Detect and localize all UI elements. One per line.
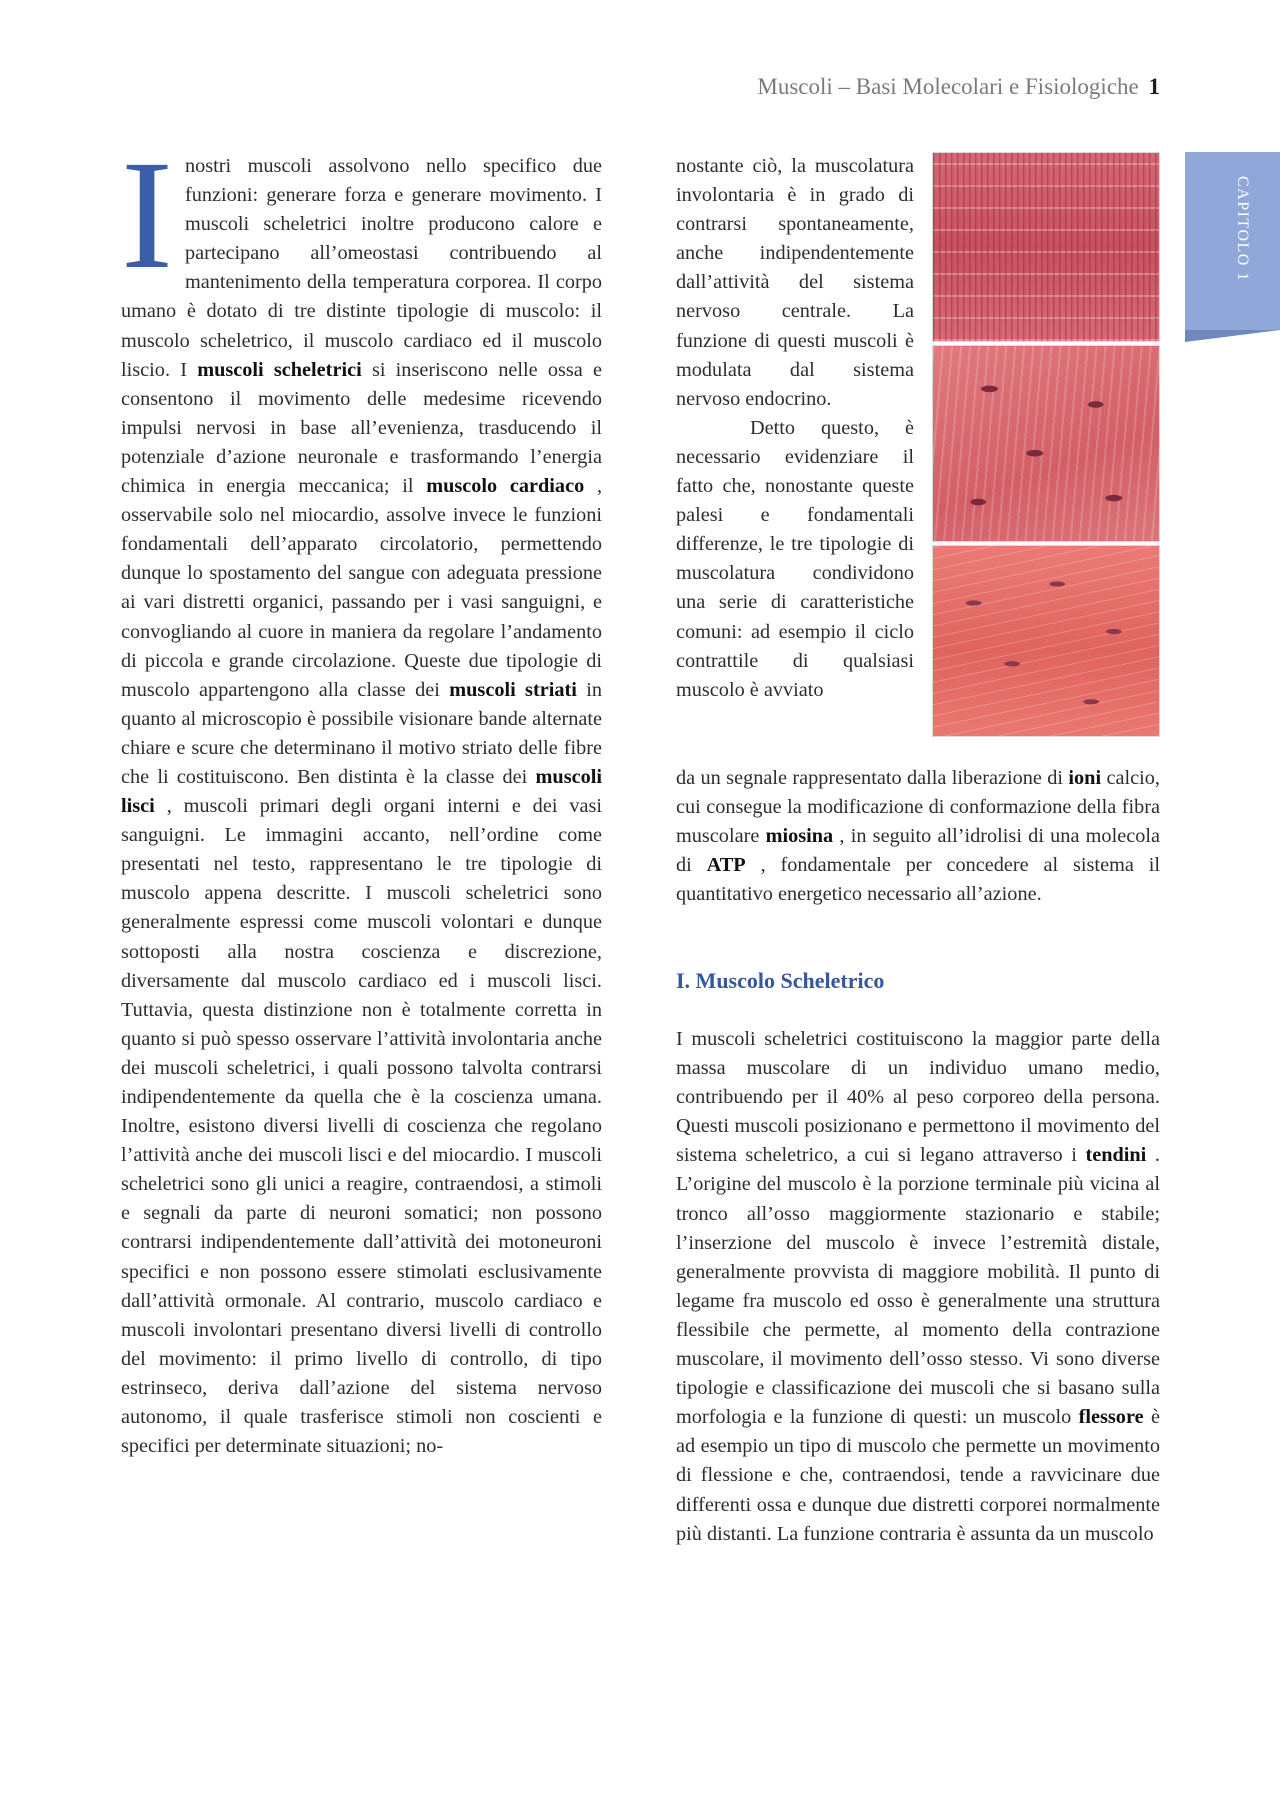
paragraph: Detto questo, è necessario evidenziare il fatto che, nonostante queste palesi e fondamentali differenze, le tre tipologie di muscolatura condividono una serie di caratteristiche comuni: ad esempio il ciclo contrattile di qualsiasi muscolo è avviato	[676, 416, 914, 701]
text-run: nostri muscoli assolvono nello specifico due funzioni: generare forza e generare movimento. I muscoli scheletrici inoltre producono calore e partecipano all’omeostasi contribuendo al mantenimento della temperatura corporea. Il corpo umano è dotato di tre distinte tipologie di muscolo: il muscolo scheletrico, il muscolo cardiaco ed il muscolo liscio. I	[121, 155, 602, 381]
text-run: , in seguito all’idrolisi di una molecola di	[676, 825, 1160, 877]
text-run: calcio, cui consegue la modificazione di conformazione della fibra muscolare	[676, 767, 1160, 848]
section-heading: I. Muscolo Scheletrico	[676, 968, 885, 993]
text-run: , fondamentale per concedere al sistema il quantitativo energetico necessario all’azione.	[676, 854, 1160, 906]
smooth-muscle-image	[932, 545, 1160, 737]
drop-cap: I	[121, 128, 173, 301]
text-run: si inseriscono nelle ossa e consentono il movimento delle medesime ricevendo impulsi nervosi in base all’evenienza, trasducendo il potenziale d’azione neuronale e trasformando l’energia chimica in energia meccanica; il	[121, 358, 603, 498]
chapter-tab	[1185, 152, 1280, 330]
term-cardiac-muscle: muscolo cardiaco	[426, 475, 585, 498]
right-column-bottom	[676, 764, 1160, 909]
running-header	[600, 74, 1160, 100]
running-title: Muscoli – Basi Molecolari e Fisiologiche	[757, 74, 1139, 99]
skeletal-section-body	[676, 1025, 1160, 1549]
paragraph: nostante ciò, la muscolatura involontaria è in grado di contrarsi spontaneamente, anche indipendentemente dall’attività del sistema nervoso centrale. La funzione di questi muscoli è modulata dal sistema nervoso endocrino.	[676, 155, 914, 410]
text-run: , muscoli primari degli organi interni e dei vasi sanguigni. Le immagini accanto, nell’ordine come presentati nel testo, rappresentano le tre tipologie di muscolo appena descritte. I muscoli scheletrici sono generalmente espressi come muscoli volontari e dunque sottoposti alla nostra coscienza e discrezione, diversamente dal muscolo cardiaco ed i muscoli lisci. Tuttavia, questa distinzione non è totalmente corretta in quanto si può spesso osservare l’attività involontaria anche dei muscoli scheletrici, i quali possono talvolta contrarsi indipendentemente da quella che è la coscienza umana. Inoltre, esistono diversi livelli di coscienza che regolano l’attività anche dei muscoli lisci e del miocardio. I muscoli scheletrici sono gli unici a reagire, contraendosi, a stimoli e segnali da parte di neuroni somatici; non possono contrarsi indipendentemente dall’attività dei motoneuroni specifici e non possono essere stimolati esclusivamente dall’attività ormonale. Al contrario, muscolo cardiaco e muscoli involontari presentano diversi livelli di controllo del movimento: il primo livello di controllo, di tipo estrinseco, deriva dall’azione del sistema nervoso autonomo, il quale trasferisce stimoli non coscienti e specifici per determinate situazioni; no-	[121, 795, 602, 1458]
text-run: è ad esempio un tipo di muscolo che permette un movimento di flessione e che, contraendosi, tende a ravvicinare due differenti ossa e dunque due distretti corporei normalmente più distanti. La funzione contraria è assunta da un muscolo	[676, 1406, 1160, 1545]
cardiac-muscle-image	[932, 345, 1160, 542]
page-number: 1	[1148, 74, 1160, 99]
text-run: . L’origine del muscolo è la porzione terminale più vicina al tronco all’osso maggiormente stazionario e stabile; l’inserzione del muscolo è invece l’estremità distale, generalmente provvista di maggiore mobilità. Il punto di legame fra muscolo ed osso è generalmente una struttura flessibile che permette, al momento della contrazione muscolare, il movimento dell’osso stesso. Vi sono diverse tipologie e classificazione dei muscoli che si basano sulla morfologia e la funzione di questi: un muscolo	[676, 1144, 1160, 1429]
term-atp: ATP	[706, 854, 746, 877]
text-run: in quanto al microscopio è possibile visionare bande alternate chiare e scure che determinano il motivo striato delle fibre che li costituiscono. Ben distinta è la classe dei	[121, 678, 602, 788]
text-run: I muscoli scheletrici costituiscono la maggior parte della massa muscolare di un individuo umano medio, contribuendo per il 40% al peso corporeo della persona. Questi muscoli posizionano e permettono il movimento del sistema scheletrico, a cui si legano attraverso i	[676, 1028, 1160, 1167]
paragraph	[676, 1025, 1160, 1549]
term-tendons: tendini	[1085, 1144, 1147, 1167]
skeletal-muscle-image	[932, 152, 1160, 342]
chapter-tab-label: CAPITOLO 1	[1234, 176, 1251, 282]
term-skeletal-muscles: muscoli scheletrici	[197, 358, 362, 381]
right-column-top	[676, 152, 914, 705]
text-run: da un segnale rappresentato dalla liberazione di	[676, 767, 1069, 789]
term-smooth-muscles: muscoli lisci	[121, 765, 602, 818]
intro-paragraph	[121, 128, 603, 1461]
paragraph-continued	[676, 764, 1160, 909]
term-flexor: flessore	[1078, 1406, 1144, 1429]
term-ions: ioni	[1068, 767, 1102, 789]
left-column	[121, 128, 603, 1461]
term-striated-muscles: muscoli striati	[449, 678, 577, 701]
text-run: , osservabile solo nel miocardio, assolve invece le funzioni fondamentali dell’apparato circolatorio, permettendo dunque lo spostamento del sangue con adeguata pressione ai vari distretti organici, passando per i vasi sanguigni, e convogliando al cuore in maniera da regolare l’andamento di piccola e grande circolazione. Queste due tipologie di muscolo appartengono alla classe dei	[121, 475, 603, 701]
term-myosin: miosina	[765, 825, 834, 848]
